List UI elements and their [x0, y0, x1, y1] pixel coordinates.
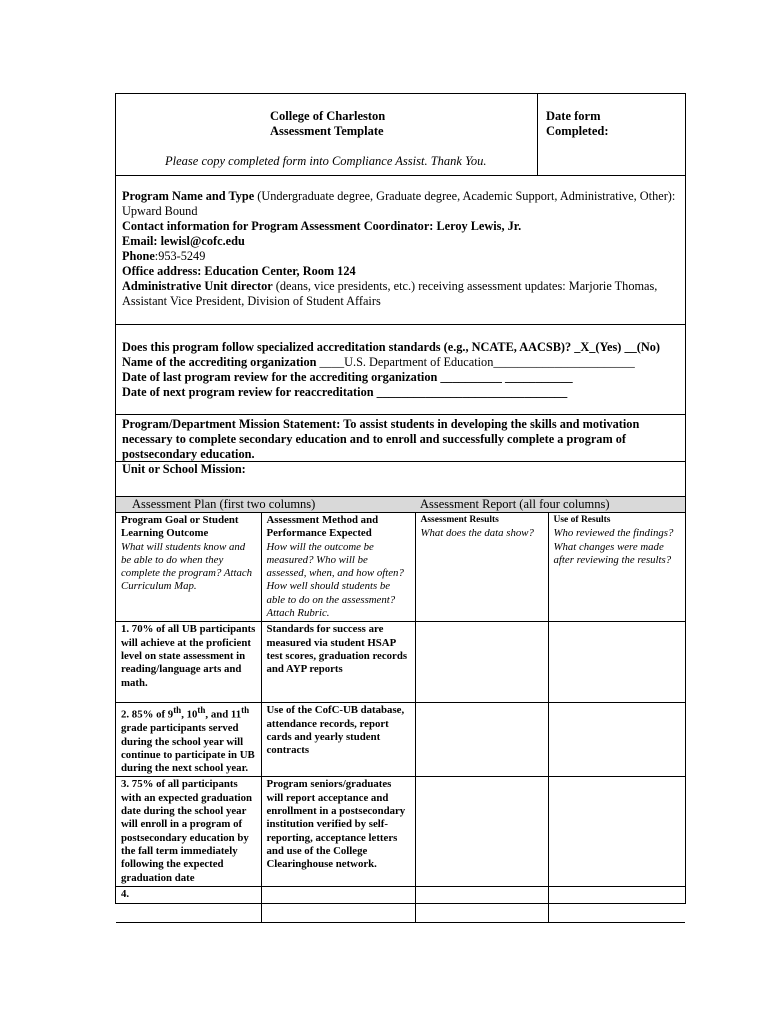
results-cell[interactable]: [415, 777, 548, 886]
superscript: th: [173, 705, 182, 716]
column-title: Use of Results: [553, 515, 611, 525]
column-header: [415, 513, 548, 622]
director-text: (deans, vice presidents, etc.) receiving assessment updates: Marjorie Thomas, Assistant Vice President, Division of Student Affairs: [122, 279, 658, 308]
phone-value: :953-5249: [154, 249, 206, 263]
column-header: [116, 513, 261, 622]
program-name-label: Program Name and Type: [122, 189, 255, 203]
contact-info: Contact information for Program Assessment Coordinator: Leroy Lewis, Jr.: [122, 219, 522, 233]
last-review-date: Date of last program review for the accrediting organization __________ ___________: [122, 370, 573, 384]
method-cell[interactable]: [261, 886, 415, 922]
assessment-table: [116, 512, 685, 923]
phone-label: Phone: [122, 249, 155, 263]
form-header: [116, 94, 685, 176]
instruction-note: Please copy completed form into Compliance Assist. Thank You.: [165, 154, 487, 168]
accrediting-org-label: Name of the accrediting organization: [122, 355, 320, 369]
column-description: What will students know and be able to do when they complete the program? Attach Curriculum Map.: [121, 540, 253, 593]
table-row: [116, 703, 685, 777]
accreditation-section: [116, 340, 685, 400]
use-of-results-cell[interactable]: [548, 703, 685, 777]
assessment-plan-bar: [116, 497, 685, 512]
table-row: [116, 622, 685, 703]
results-cell[interactable]: [415, 622, 548, 703]
table-header-row: [116, 513, 685, 622]
column-description: What does the data show?: [420, 527, 534, 540]
column-header: [548, 513, 685, 622]
college-title: [270, 109, 385, 139]
accrediting-org-value: ____U.S. Department of Education_______________________: [319, 355, 635, 369]
column-description: How will the outcome be measured? Who will be assessed, when, and how often? How well should students be able to do on the assessment? Attach Rubric.: [266, 540, 404, 620]
phone-line: [122, 249, 679, 264]
goal-cell[interactable]: 4.: [116, 886, 261, 922]
assessment-form: [115, 93, 686, 904]
table-row: [116, 777, 685, 886]
program-name-line: [122, 189, 679, 219]
use-of-results-cell[interactable]: [548, 622, 685, 703]
assessment-plan-label: Assessment Plan (first two columns): [132, 497, 316, 511]
table-row: [116, 886, 685, 922]
goal-cell[interactable]: [116, 703, 261, 777]
assessment-report-label: Assessment Report (all four columns): [420, 497, 610, 511]
director-line: [122, 279, 679, 309]
goal-cell[interactable]: 1. 70% of all UB participants will achieve at the proficient level on state assessment in reading/language arts and math.: [116, 622, 261, 703]
method-cell[interactable]: Program seniors/graduates will report acceptance and enrollment in a postsecondary institution verified by self-reporting, acceptance letters and use of the College Clearinghouse network.: [261, 777, 415, 886]
column-header: [261, 513, 415, 622]
date-label: Date form: [546, 109, 601, 123]
goal-text: 2. 85% of 9: [121, 708, 174, 721]
program-info-section: [116, 189, 685, 309]
superscript: th: [241, 705, 250, 716]
date-completed-cell[interactable]: [546, 109, 609, 139]
program-name-text: (Undergraduate degree, Graduate degree, Academic Support, Administrative, Other): Upward Bound: [122, 189, 676, 218]
use-of-results-cell[interactable]: [548, 886, 685, 922]
template-name: Assessment Template: [270, 124, 384, 138]
goal-text: , 10: [181, 708, 198, 721]
accreditation-question: Does this program follow specialized accreditation standards (e.g., NCATE, AACSB)? _X_(Yes) __(No): [122, 340, 660, 354]
column-title: Program Goal or Student Learning Outcome: [121, 514, 239, 540]
accrediting-org-line: [122, 355, 679, 370]
next-review-date: Date of next program review for reaccreditation _______________________________: [122, 385, 568, 399]
goal-cell[interactable]: 3. 75% of all participants with an expected graduation date during the school year will enroll in a program of postsecondary education by the fall term immediately following the expected graduation date: [116, 777, 261, 886]
column-title: Assessment Method and Performance Expected: [266, 514, 379, 540]
office-address: Office address: Education Center, Room 124: [122, 264, 356, 278]
email: Email: lewisl@cofc.edu: [122, 234, 245, 248]
director-label: Administrative Unit director: [122, 279, 273, 293]
goal-text: , and 11: [205, 708, 242, 721]
unit-mission: Unit or School Mission:: [122, 462, 246, 476]
divider: [116, 414, 685, 415]
column-title: Assessment Results: [420, 515, 499, 525]
college-name: College of Charleston: [270, 109, 386, 123]
results-cell[interactable]: [415, 886, 548, 922]
results-cell[interactable]: [415, 703, 548, 777]
method-cell[interactable]: Standards for success are measured via student HSAP test scores, graduation records and AYP reports: [261, 622, 415, 703]
divider: [116, 324, 685, 325]
superscript: th: [197, 705, 206, 716]
use-of-results-cell[interactable]: [548, 777, 685, 886]
mission-statement: Program/Department Mission Statement: To assist students in developing the skills and motivation necessary to complete secondary education and to enroll and successfully complete a program of postsecondary education.: [122, 417, 640, 461]
completed-label: Completed:: [546, 124, 609, 138]
goal-text: grade participants served during the school year will continue to participate in UB during the next school year.: [121, 722, 255, 775]
column-description: Who reviewed the findings? What changes were made after reviewing the results?: [553, 527, 674, 566]
method-cell[interactable]: Use of the CofC-UB database, attendance records, report cards and yearly student contracts: [261, 703, 415, 777]
